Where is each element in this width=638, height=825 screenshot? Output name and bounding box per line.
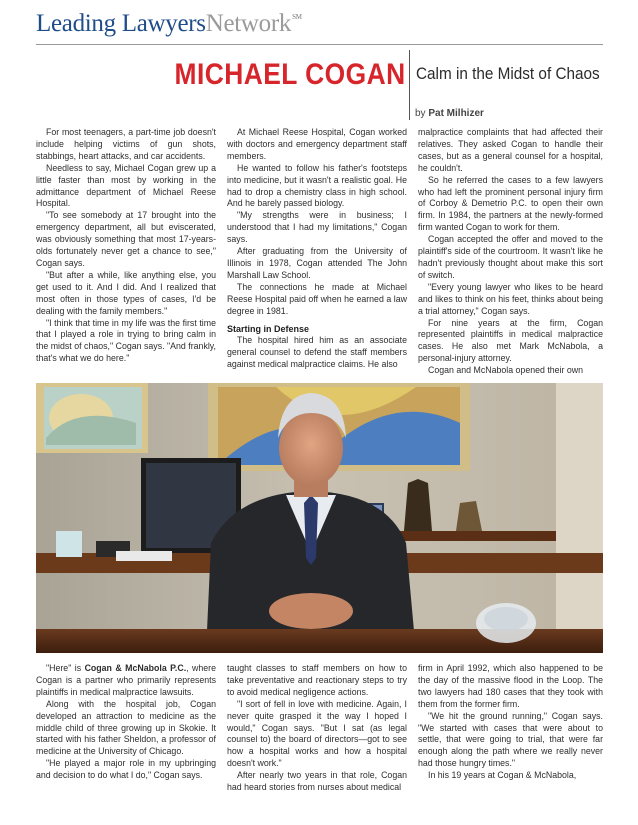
title-separator xyxy=(409,50,410,120)
byline xyxy=(415,108,484,119)
paragraph: The connections he made at Michael Reese Hospital paid off when he earned a law degree in 1981. xyxy=(227,281,407,316)
author-name: Pat Milhizer xyxy=(428,108,484,119)
quote-start: "Here" is xyxy=(46,663,85,673)
portrait-illustration xyxy=(36,383,603,653)
paragraph: "I sort of fell in love with medicine. Again, I never quite grasped it the way I hoped I would," Cogan says. "But I sat (as legal counsel to) the board of directors—got to see how a hospital works and how a hospital doesn't work." xyxy=(227,698,407,769)
paragraph: "He played a major role in my upbringing and decision to do what I do," Cogan says. xyxy=(36,758,216,781)
paragraph: Cogan and McNabola opened their own xyxy=(428,365,584,376)
portrait-photo xyxy=(36,383,603,653)
paragraph xyxy=(36,663,216,699)
paragraph: In his 19 years at Cogan & McNabola, xyxy=(428,770,577,781)
byline-prefix: by xyxy=(415,108,426,119)
paragraph: "We hit the ground running," Cogan says. "We started with cases that were about to settle, that were going to trial, that were far enough along the path where we really never had those hungry times." xyxy=(418,710,603,769)
paragraph: At Michael Reese Hospital, Cogan worked with doctors and emergency department staff members. xyxy=(227,127,407,161)
masthead-logo xyxy=(36,10,302,38)
paragraph: For most teenagers, a part-time job doesn't include helping victims of gun shots, stabbings, heart attacks, and car accidents. xyxy=(36,127,216,161)
column-1-top xyxy=(36,127,216,365)
article-subtitle: Calm in the Midst of Chaos xyxy=(416,64,600,83)
brand-network: Network xyxy=(205,10,292,37)
paragraph: "But after a while, like anything else, you get used to it. And I did. And I realized that most often in those types of cases, I'd be dealing with the family members." xyxy=(36,269,216,316)
column-2-bottom xyxy=(227,663,407,794)
paragraph: The hospital hired him as an associate general counsel to defend the staff members against medical malpractice claims. He also xyxy=(227,335,407,370)
brand-name: Leading Lawyers xyxy=(36,10,206,37)
column-2-top xyxy=(227,127,407,371)
paragraph: After graduating from the University of Illinois in 1978, Cogan attended The John Marshall Law School. xyxy=(227,246,407,280)
paragraph: Needless to say, Michael Cogan grew up a little faster than most by working in the admittance department of Michael Reese Hospital. xyxy=(36,162,216,209)
header-divider xyxy=(36,44,603,45)
paragraph: Along with the hospital job, Cogan developed an attraction to medicine as the middle child of three growing up in Skokie. It started with his father Sheldon, a professor of medicine at the University of Chicago. xyxy=(36,698,216,757)
paragraph: "My strengths were in business; I understood that I had my limitations," Cogan says. xyxy=(227,210,407,245)
service-mark: SM xyxy=(292,13,302,21)
column-3-bottom xyxy=(418,663,603,782)
paragraph: "To see somebody at 17 brought into the emergency department, all but eviscerated, was obviously something that most 17-years-olds fortunately never get a chance to see," Cogan says. xyxy=(36,210,216,268)
paragraph: "I think that time in my life was the first time that I played a role in trying to bring calm in the midst of chaos," Cogan says. "And frankly, that's what we do here." xyxy=(36,317,216,364)
paragraph: After nearly two years in that role, Cogan had heard stories from nurses about medical xyxy=(227,770,407,793)
quote-rest: , where Cogan is a partner who primarily represents plaintiffs in medical malpractice lawsuits. xyxy=(36,663,216,697)
paragraph: malpractice complaints that had affected their relatives. They asked Cogan to handle their cases, but as a general counsel for a hospital, he couldn't. xyxy=(418,127,603,173)
paragraph: So he referred the cases to a few lawyers who had left the prominent personal injury firm of Corboy & Demetrio P.C. to open their own firm. In 1984, the partners at the newly-formed firm wanted Cogan to work for them. xyxy=(418,174,603,233)
column-3-top xyxy=(418,127,603,377)
column-1-bottom xyxy=(36,663,216,782)
paragraph: "Every young lawyer who likes to be heard and likes to think on his feet, thinks about being a trial attorney," Cogan says. xyxy=(418,281,603,316)
section-heading: Starting in Defense xyxy=(227,323,310,334)
paragraph: For nine years at the firm, Cogan represented plaintiffs in medical malpractice cases. He also met Mark McNabola, a personal-injury attorney. xyxy=(418,317,603,364)
paragraph: Cogan accepted the offer and moved to the plaintiff's side of the courtroom. It wasn't like he hadn't previously thought about make this sort of switch. xyxy=(418,234,603,280)
paragraph: taught classes to staff members on how to take preventative and reactionary steps to try to avoid medical negligence actions. xyxy=(227,663,407,697)
paragraph: He wanted to follow his father's footsteps into medicine, but it wasn't a realistic goal. He had to drop a chemistry class in high school. And he barely passed biology. xyxy=(227,162,407,209)
article-title: MICHAEL COGAN xyxy=(174,58,406,91)
firm-name: Cogan & McNabola P.C. xyxy=(84,663,187,673)
paragraph: firm in April 1992, which also happened to be the day of the massive flood in the Loop. The two lawyers had 180 cases that they took with them from the former firm. xyxy=(418,663,603,709)
